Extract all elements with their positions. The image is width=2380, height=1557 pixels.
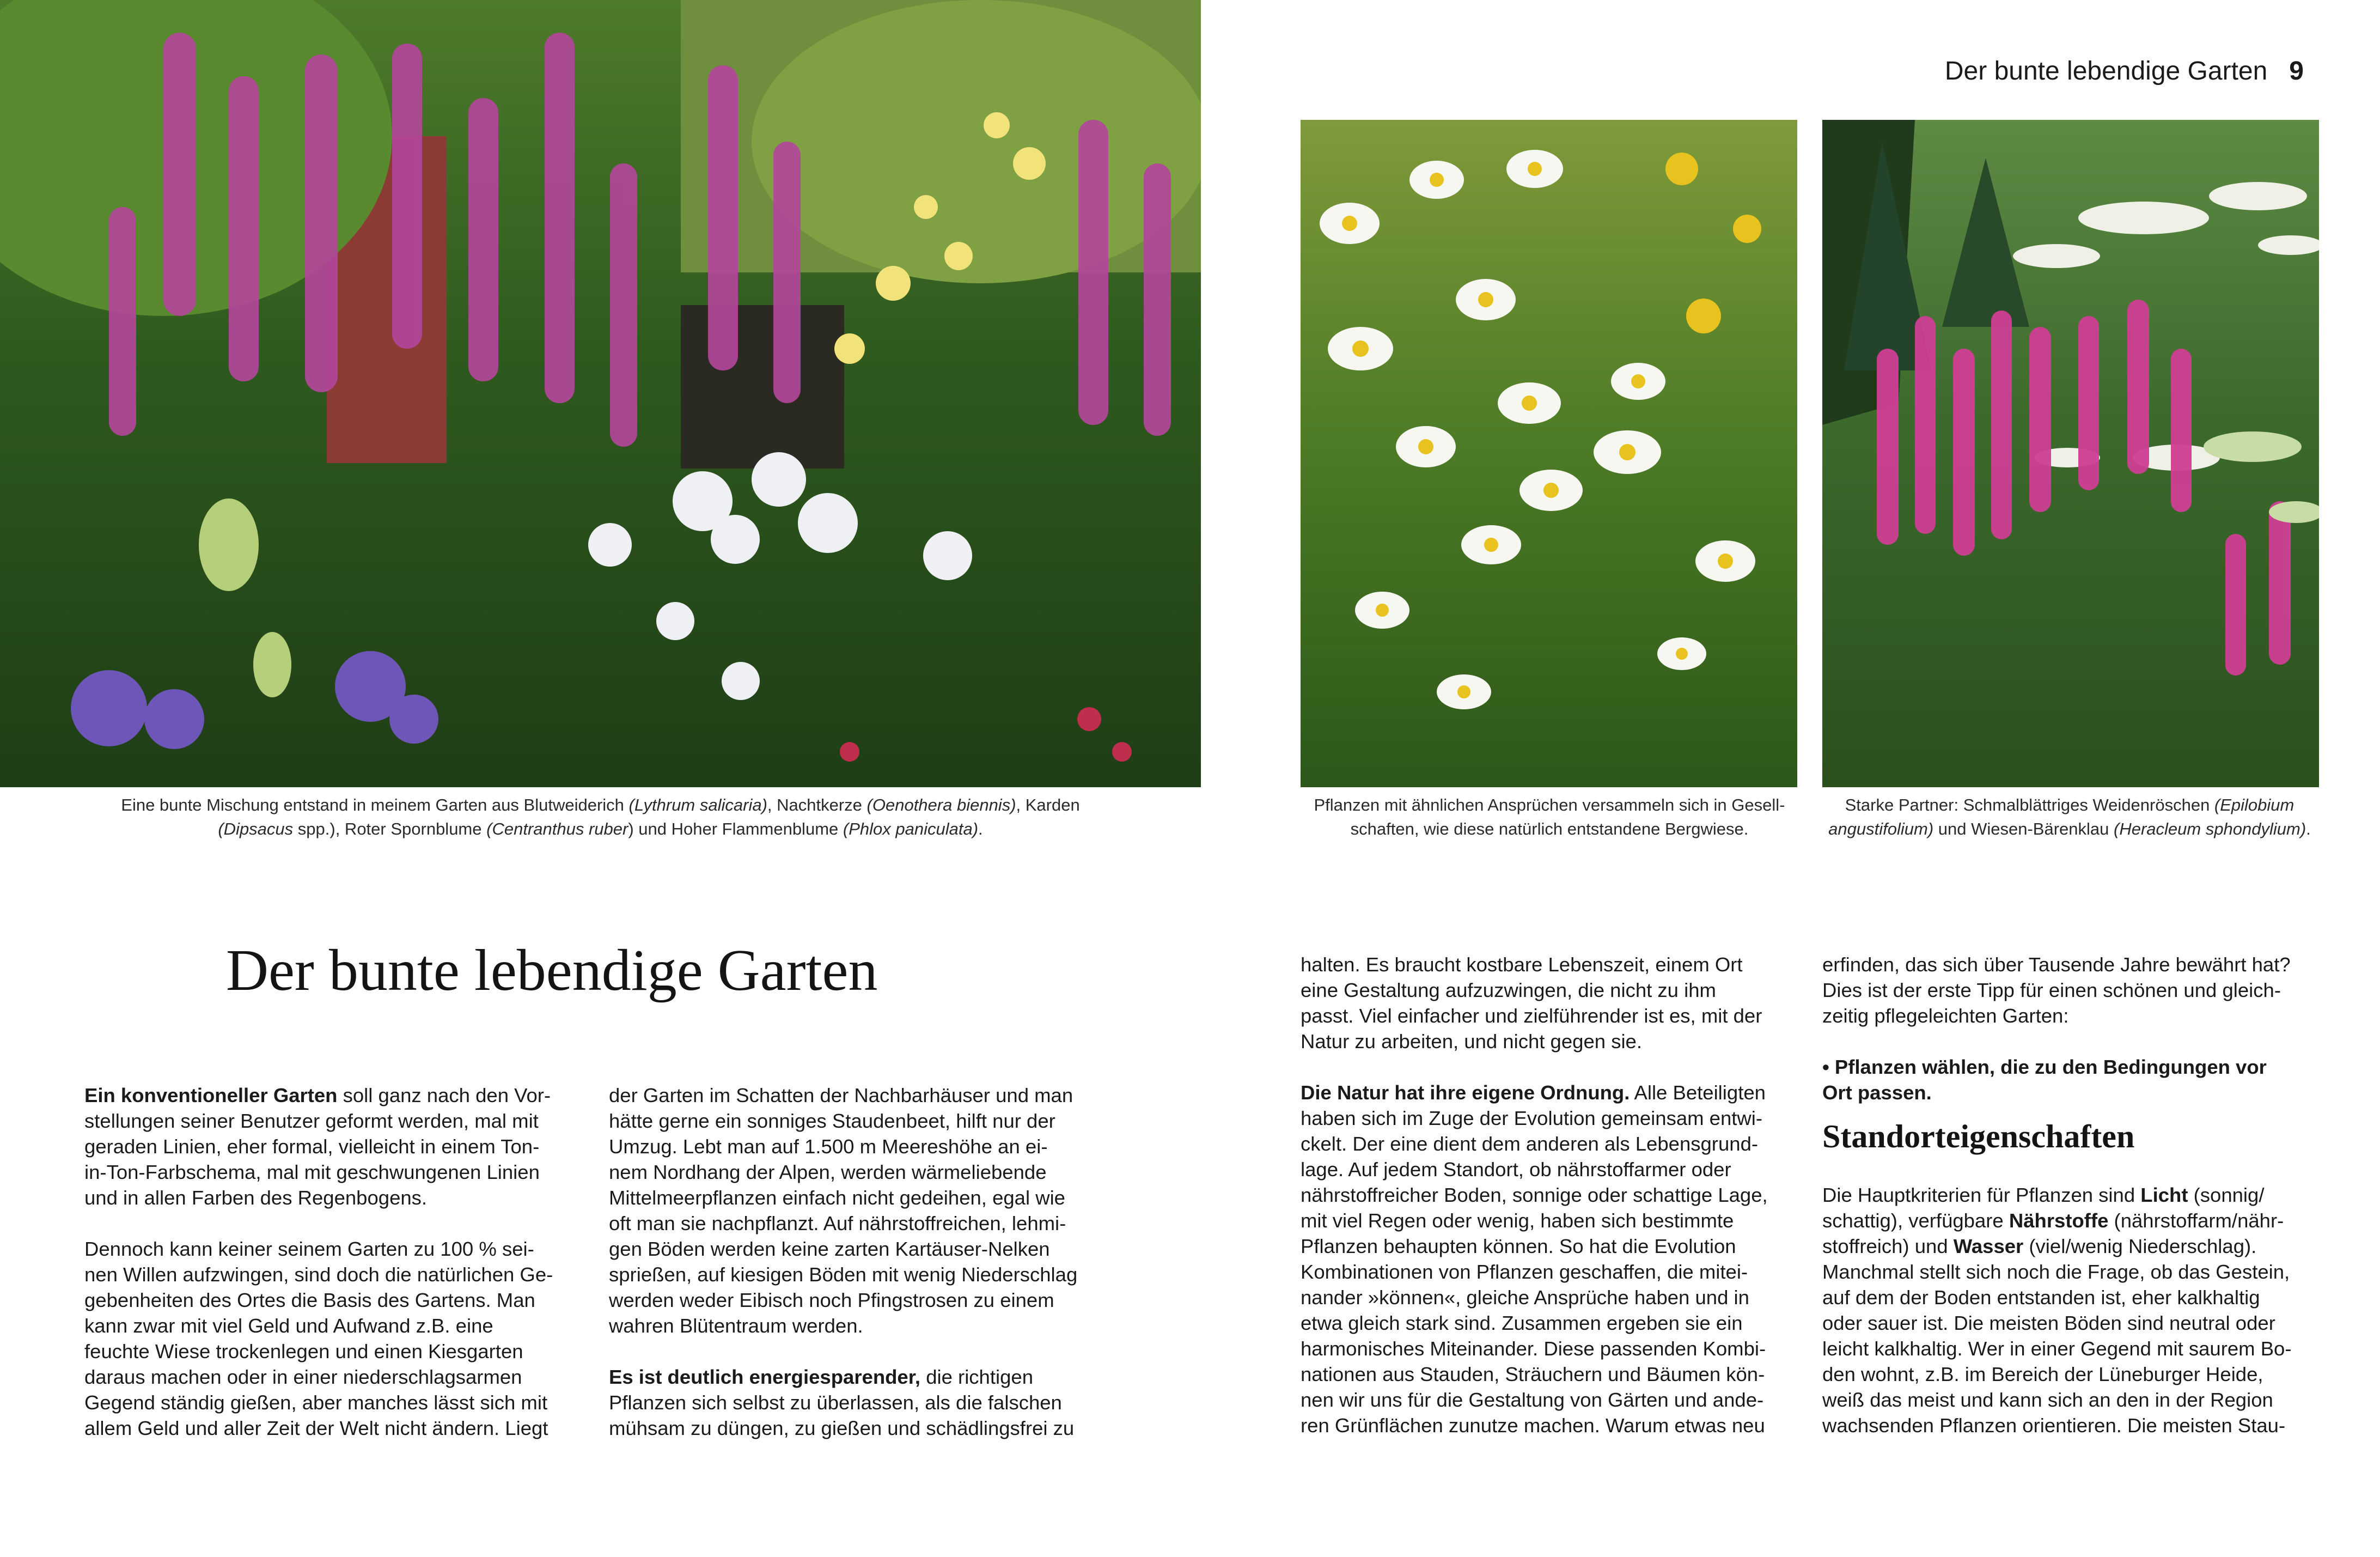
- caption-partner-line-2: angustifolium) und Wiesen-Bärenklau (Heracleum sphondylium).: [1828, 819, 2311, 838]
- caption-meadow-photo: Pflanzen mit ähnlichen Ansprüchen versammeln sich in Gesell- schaften, wie diese natürlich entstandene Bergwiese.: [1314, 795, 1785, 838]
- mountain-meadow-photo: [1301, 120, 1797, 787]
- text-column-4: [1822, 952, 2326, 1105]
- page-number: 9: [2289, 57, 2304, 86]
- paragraph: Die Hauptkriterien für Pflanzen sind Licht (sonnig/ schattig), verfügbare Nährstoffe (nährstoffarm/nähr- stoffreich) und Wasser (viel/wenig Niederschlag). Manchmal stellt sich noch die Frage, ob das Gestein, auf dem der Boden entstanden ist, eher kalkhaltig oder sauer ist. Die meisten Böden sind neutral oder leicht kalkhaltig. Wer in einer Gegend mit saurem Bo- den wohnt, z.B. im Bereich der Lüneburger Heide, weiß das meist und kann sich an den in der Region wachsenden Pflanzen orientieren. Die meisten Stau-: [1822, 1184, 2292, 1437]
- text-column-2: [609, 1082, 1113, 1441]
- paragraph: erfinden, das sich über Tausende Jahre bewährt hat? Dies ist der erste Tipp für einen schönen und gleich- zeitig pflegeleichten Garten:: [1822, 953, 2291, 1027]
- caption-main-photo: [54, 793, 1146, 841]
- fireweed-hogweed-photo: [1822, 120, 2319, 787]
- caption-main-line-1: Eine bunte Mischung entstand in meinem Garten aus Blutweiderich (Lythrum salicaria), Nachtkerze (Oenothera biennis), Karden: [121, 795, 1080, 814]
- garden-border-photo: [0, 0, 1201, 787]
- caption-partner-line-1: Starke Partner: Schmalblättriges Weidenröschen (Epilobium: [1845, 795, 2294, 814]
- text-column-3: [1301, 952, 1804, 1438]
- paragraph: Es ist deutlich energiesparender, die richtigen Pflanzen sich selbst zu überlassen, als die falschen mühsam zu düngen, zu gießen und schädlingsfrei zu: [609, 1366, 1075, 1439]
- paragraph: der Garten im Schatten der Nachbarhäuser und man hätte gerne ein sonniges Staudenbeet, hilft nur der Umzug. Lebt man auf 1.500 m Meereshöhe an ei- nem Nordhang der Alpen, werden wärmeliebende Mittelmeerpflanzen einfach nicht gedeihen, egal wie oft man sie nachpflanzt. Auf nährstoffreichen, lehmi- gen Böden werden keine zarten Kartäuser-Nelken sprießen, auf kiesigen Böden mit wenig Niederschlag werden weder Eibisch noch Pfingstrosen zu einem wahren Blütentraum werden.: [609, 1084, 1078, 1337]
- paragraph: Ein konventioneller Garten soll ganz nach den Vor- stellungen seiner Benutzer geformt werden, mal mit geraden Linien, eher formal, vielleicht in einem Ton- in-Ton-Farbschema, mal mit geschwungenen Linien und in allen Farben des Regenbogens.: [84, 1084, 551, 1209]
- paragraph: Dennoch kann keiner seinem Garten zu 100 % sei- nen Willen aufzwingen, sind doch die natürlichen Ge- gebenheiten des Ortes die Basis des Gartens. Man kann zwar mit viel Geld und Aufwand z.B. eine feuchte Wiese trockenlegen und einen Kiesgarten daraus machen oder in einer niederschlagsarmen Gegend ständig gießen, aber manches lässt sich mit allem Geld und aller Zeit der Welt nicht ändern. Liegt: [84, 1238, 553, 1439]
- running-head: [1945, 56, 2304, 86]
- caption-partner-photo: [1814, 793, 2326, 841]
- caption-main-line-2: (Dipsacus spp.), Roter Spornblume (Centranthus ruber) und Hoher Flammenblume (Phlox paniculata).: [218, 819, 983, 838]
- running-title: Der bunte lebendige Garten: [1944, 57, 2268, 86]
- tip-bullet: • Pflanzen wählen, die zu den Bedingungen vor Ort passen.: [1822, 1056, 2267, 1104]
- paragraph: Die Natur hat ihre eigene Ordnung. Alle Beteiligten haben sich im Zuge der Evolution gemeinsam entwi- ckelt. Der eine dient dem anderen als Lebensgrund- lage. Auf jedem Standort, ob nährstoffarmer oder nährstoffreicher Boden, sonnige oder schattige Lage, mit viel Regen oder wenig, haben sich bestimmte Pflanzen behaupten können. So hat die Evolution Kombinationen von Pflanzen geschaffen, die mitei- nander »können«, gleiche Ansprüche haben und in etwa gleich stark sind. Zusammen ergeben sie ein harmonisches Miteinander. Diese passenden Kombi- nationen aus Stauden, Sträuchern und Bäumen kön- nen wir uns für die Gestaltung von Gärten und ande- ren Grünflächen zunutze machen. Warum etwas neu: [1301, 1081, 1768, 1437]
- chapter-title: Der bunte lebendige Garten: [226, 938, 878, 1003]
- paragraph: halten. Es braucht kostbare Lebenszeit, einem Ort eine Gestaltung aufzuzwingen, die nicht zu ihm passt. Viel einfacher und zielführender ist es, mit der Natur zu arbeiten, und nicht gegen sie.: [1301, 953, 1762, 1053]
- text-column-4-continued: [1822, 1182, 2326, 1438]
- section-heading: Standorteigenschaften: [1822, 1118, 2135, 1154]
- text-column-1: [84, 1082, 588, 1441]
